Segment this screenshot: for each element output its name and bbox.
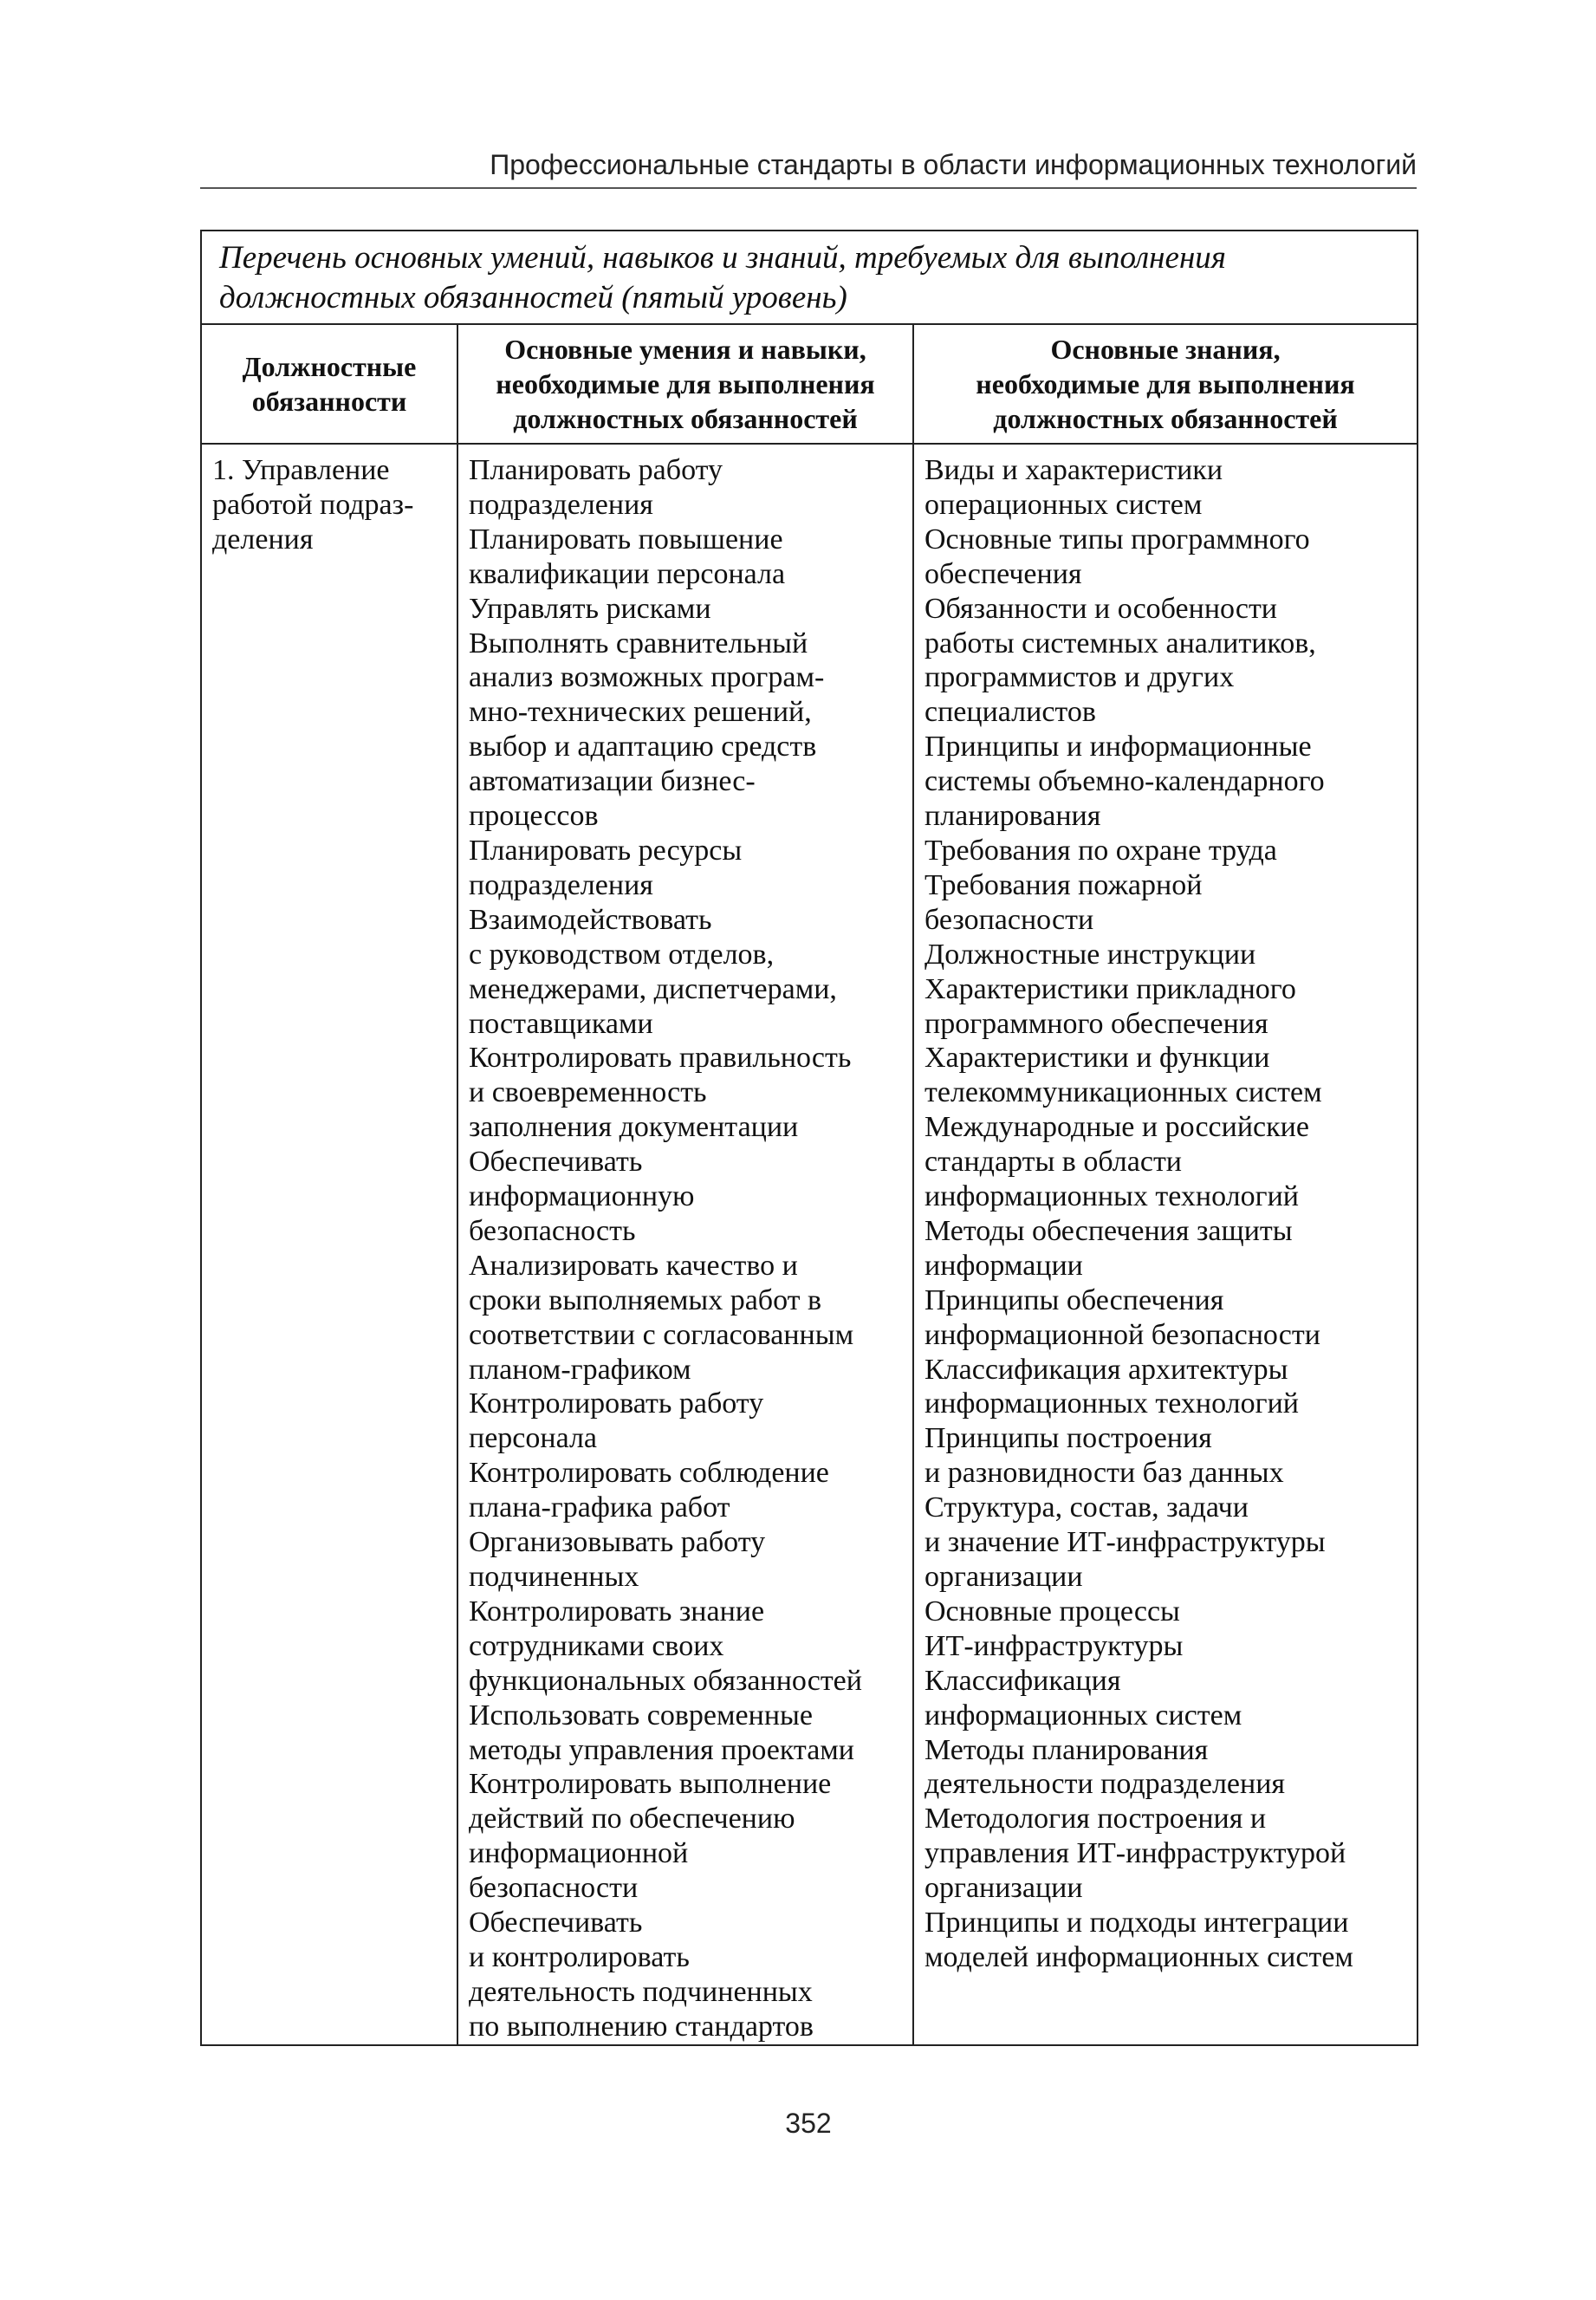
skill-line: анализ возможных програм- — [469, 661, 825, 694]
skill-line: информационную — [469, 1180, 695, 1213]
skill-line: Контролировать соблюдение — [469, 1457, 829, 1490]
skill-line: Контролировать знание — [469, 1595, 765, 1628]
skill-line: квалификации персонала — [469, 557, 786, 590]
skill-line: безопасность — [469, 1214, 636, 1247]
knowledge-line: Методы планирования — [925, 1733, 1209, 1766]
table-row — [201, 444, 1418, 2045]
page-number: 352 — [785, 2108, 832, 2139]
skill-line: действий по обеспечению — [469, 1803, 795, 1835]
skill-line: деятельность подчиненных — [469, 1975, 813, 2008]
skill-line: персонала — [469, 1422, 598, 1455]
knowledge-line: информации — [925, 1249, 1083, 1282]
knowledge-line: Требования по охране труда — [925, 834, 1277, 867]
knowledge-line: системы объемно-календарного — [925, 765, 1325, 798]
skill-line: мно-технических решений, — [469, 696, 812, 729]
table-caption — [201, 231, 1418, 324]
skill-line: соответствии с согласованным — [469, 1318, 854, 1351]
knowledge-line: Должностные инструкции — [925, 938, 1256, 971]
knowledge-line: и значение ИТ-инфраструктуры — [925, 1526, 1326, 1559]
skill-line: сроки выполняемых работ в — [469, 1283, 822, 1316]
knowledge-line: информационной безопасности — [925, 1318, 1320, 1351]
skill-line: Организовывать работу — [469, 1526, 766, 1559]
header-line: Должностные — [242, 351, 417, 382]
knowledge-line: операционных систем — [925, 488, 1203, 521]
knowledge-line: специалистов — [925, 696, 1096, 729]
knowledge-line: программного обеспечения — [925, 1007, 1268, 1040]
knowledge-line: Методология построения и — [925, 1803, 1267, 1835]
knowledge-line: Принципы и информационные — [925, 731, 1312, 763]
skill-line: Планировать повышение — [469, 523, 783, 556]
header-line: должностных обязанностей — [993, 403, 1338, 434]
knowledge-line: Обязанности и особенности — [925, 592, 1278, 625]
skill-line: подчиненных — [469, 1561, 639, 1593]
skill-line: по выполнению стандартов — [469, 2010, 814, 2043]
caption-line: должностных обязанностей (пятый уровень) — [219, 280, 847, 315]
knowledge-line: работы системных аналитиков, — [925, 627, 1316, 659]
knowledge-line: обеспечения — [925, 557, 1082, 590]
skill-line: автоматизации бизнес- — [469, 765, 756, 798]
knowledge-line: Принципы построения — [925, 1422, 1212, 1455]
skill-line: Управлять рисками — [469, 592, 711, 625]
knowledge-line: Требования пожарной — [925, 868, 1203, 901]
knowledge-line: управления ИТ-инфраструктурой — [925, 1837, 1346, 1870]
skill-line: сотрудниками своих — [469, 1629, 724, 1662]
header-line: обязанности — [251, 386, 407, 417]
knowledge-line: безопасности — [925, 903, 1094, 936]
duty-line: деления — [212, 523, 314, 556]
duty-line: 1. Управление — [212, 454, 390, 486]
skill-line: Выполнять сравнительный — [469, 627, 808, 659]
skill-line: Взаимодействовать — [469, 903, 712, 936]
knowledge-line: планирования — [925, 800, 1101, 833]
header-line: необходимые для выполнения — [496, 368, 875, 400]
knowledge-line: информационных технологий — [925, 1180, 1299, 1213]
skill-line: и своевременность — [469, 1076, 707, 1109]
knowledge-line: ИТ-инфраструктуры — [925, 1629, 1184, 1662]
knowledge-line: информационных технологий — [925, 1387, 1299, 1420]
knowledge-line: стандарты в области — [925, 1146, 1183, 1179]
header-line: необходимые для выполнения — [976, 368, 1355, 400]
knowledge-line: Характеристики и функции — [925, 1042, 1270, 1075]
skill-line: функциональных обязанностей — [469, 1664, 862, 1697]
caption-row — [201, 231, 1418, 324]
knowledge-line: Международные и российские — [925, 1111, 1309, 1144]
header-rule — [200, 187, 1417, 189]
knowledge-line: организации — [925, 1561, 1083, 1593]
knowledge-line: телекоммуникационных систем — [925, 1076, 1322, 1109]
skill-line: процессов — [469, 800, 599, 833]
header-line: Основные знания, — [1050, 334, 1281, 365]
skill-line: Анализировать качество и — [469, 1249, 798, 1282]
skill-line: менеджерами, диспетчерами, — [469, 972, 837, 1005]
skill-line: Использовать современные — [469, 1699, 813, 1731]
competency-table — [200, 230, 1418, 2046]
skill-line: планом-графиком — [469, 1353, 691, 1386]
knowledge-line: Классификация архитектуры — [925, 1353, 1288, 1386]
skill-line: Планировать работу — [469, 454, 723, 486]
header-line: Основные умения и навыки, — [504, 334, 866, 365]
knowledge-cell — [913, 444, 1418, 2045]
header-line: должностных обязанностей — [513, 403, 858, 434]
knowledge-line: Характеристики прикладного — [925, 972, 1296, 1005]
skill-line: подразделения — [469, 868, 653, 901]
skill-line: с руководством отделов, — [469, 938, 775, 971]
skill-line: плана-графика работ — [469, 1491, 730, 1524]
skill-line: поставщиками — [469, 1007, 653, 1040]
knowledge-line: Основные типы программного — [925, 523, 1310, 556]
knowledge-line: Виды и характеристики — [925, 454, 1223, 486]
knowledge-line: Принципы и подходы интеграции — [925, 1907, 1349, 1939]
duty-cell — [201, 444, 457, 2045]
header-knowledge — [913, 324, 1418, 444]
knowledge-line: моделей информационных систем — [925, 1940, 1353, 1973]
knowledge-line: Методы обеспечения защиты — [925, 1214, 1293, 1247]
header-duties — [201, 324, 457, 444]
knowledge-line: программистов и других — [925, 661, 1235, 694]
duty-line: работой подраз- — [212, 488, 414, 521]
skills-cell — [457, 444, 913, 2045]
skill-line: Обеспечивать — [469, 1146, 643, 1179]
knowledge-line: информационных систем — [925, 1699, 1242, 1731]
knowledge-line: и разновидности баз данных — [925, 1457, 1284, 1490]
knowledge-line: Основные процессы — [925, 1595, 1180, 1628]
header-row — [201, 324, 1418, 444]
skill-line: подразделения — [469, 488, 653, 521]
skill-line: заполнения документации — [469, 1111, 799, 1144]
skill-line: Контролировать правильность — [469, 1042, 852, 1075]
skill-line: методы управления проектами — [469, 1733, 855, 1766]
skill-line: Контролировать работу — [469, 1387, 764, 1420]
skill-line: выбор и адаптацию средств — [469, 731, 817, 763]
skill-line: Обеспечивать — [469, 1907, 643, 1939]
skill-line: Планировать ресурсы — [469, 834, 743, 867]
skill-line: Контролировать выполнение — [469, 1768, 832, 1801]
knowledge-line: Принципы обеспечения — [925, 1283, 1224, 1316]
skill-line: и контролировать — [469, 1940, 690, 1973]
knowledge-line: Классификация — [925, 1664, 1121, 1697]
knowledge-line: организации — [925, 1872, 1083, 1905]
skill-line: информационной — [469, 1837, 689, 1870]
running-header: Профессиональные стандарты в области информационных технологий — [490, 149, 1417, 180]
skill-line: безопасности — [469, 1872, 639, 1905]
caption-line: Перечень основных умений, навыков и знаний, требуемых для выполнения — [219, 240, 1226, 276]
header-skills — [457, 324, 913, 444]
knowledge-line: деятельности подразделения — [925, 1768, 1286, 1801]
knowledge-line: Структура, состав, задачи — [925, 1491, 1249, 1524]
